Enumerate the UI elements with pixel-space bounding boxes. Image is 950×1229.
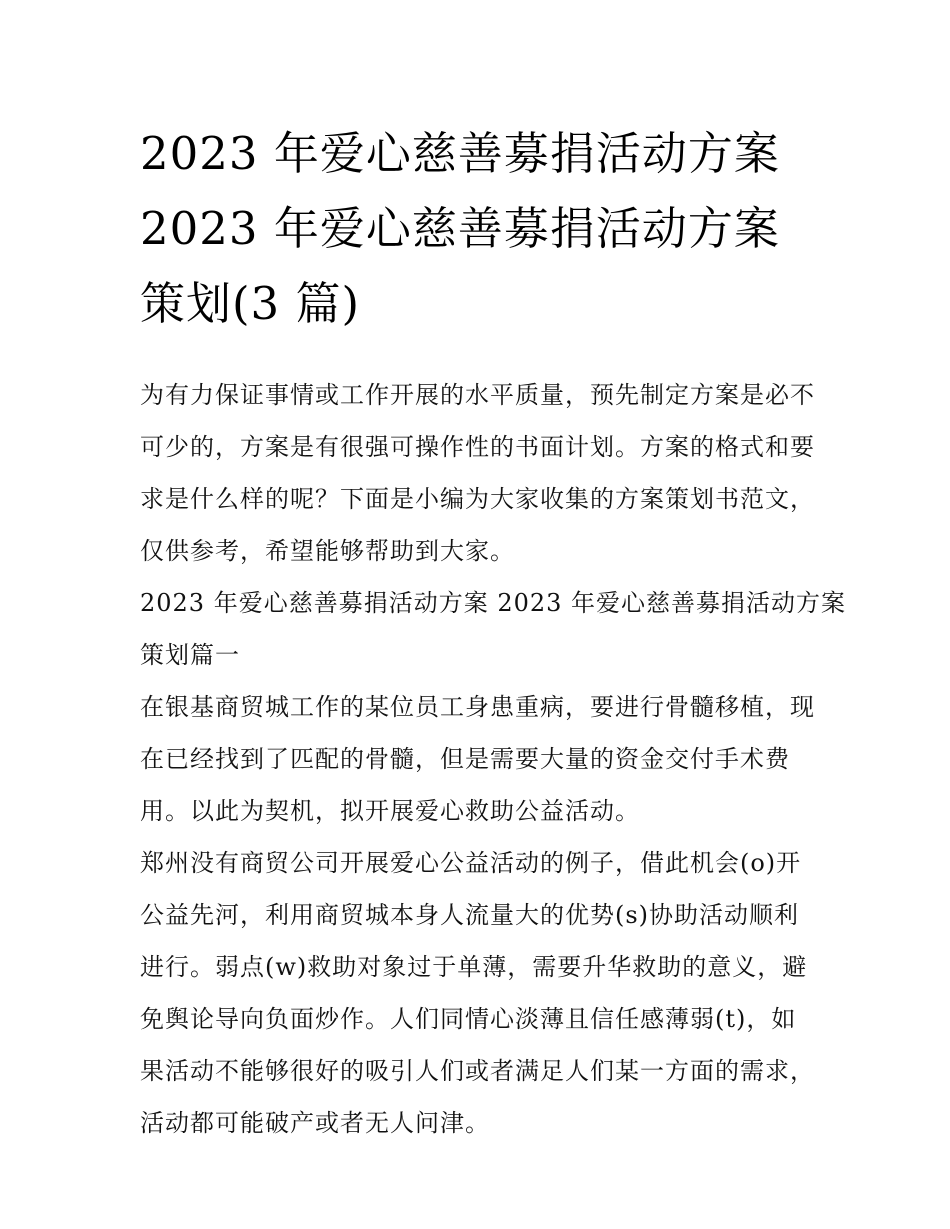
swot-paragraph — [140, 837, 815, 1149]
title-line: 策划(3 篇) — [140, 277, 361, 330]
paragraph-line: 在已经找到了匹配的骨髓，但是需要大量的资金交付手术费 — [140, 745, 790, 773]
paragraph-line: 免舆论导向负面炒作。人们同情心淡薄且信任感薄弱(t)，如 — [140, 1005, 797, 1033]
document-title — [140, 116, 815, 341]
intro-paragraph — [140, 369, 815, 577]
paragraph-line: 求是什么样的呢？下面是小编为大家收集的方案策划书范文， — [140, 485, 815, 513]
title-line: 2023 年爱心慈善募捐活动方案 — [140, 127, 780, 180]
paragraph-line: 公益先河，利用商贸城本身人流量大的优势(s)协助活动顺利 — [140, 901, 800, 929]
paragraph-line: 可少的，方案是有很强可操作性的书面计划。方案的格式和要 — [140, 433, 815, 461]
paragraph-line: 策划篇一 — [140, 641, 240, 669]
paragraph-line: 仅供参考，希望能够帮助到大家。 — [140, 537, 515, 565]
background-paragraph — [140, 681, 815, 837]
paragraph-line: 郑州没有商贸公司开展爱心公益活动的例子，借此机会(o)开 — [140, 849, 802, 877]
paragraph-line: 活动都可能破产或者无人问津。 — [140, 1109, 490, 1137]
paragraph-line: 为有力保证事情或工作开展的水平质量，预先制定方案是必不 — [140, 381, 815, 409]
title-line: 2023 年爱心慈善募捐活动方案 — [140, 202, 780, 255]
document-body — [140, 369, 847, 1149]
document-content — [140, 116, 847, 1149]
paragraph-line: 用。以此为契机，拟开展爱心救助公益活动。 — [140, 797, 640, 825]
paragraph-line: 2023 年爱心慈善募捐活动方案 2023 年爱心慈善募捐活动方案 — [140, 589, 847, 617]
paragraph-line: 在银基商贸城工作的某位员工身患重病，要进行骨髓移植，现 — [140, 693, 815, 721]
paragraph-line: 果活动不能够很好的吸引人们或者满足人们某一方面的需求， — [140, 1057, 815, 1085]
section-heading-paragraph — [140, 577, 847, 681]
paragraph-line: 进行。弱点(w)救助对象过于单薄，需要升华救助的意义，避 — [140, 953, 808, 981]
